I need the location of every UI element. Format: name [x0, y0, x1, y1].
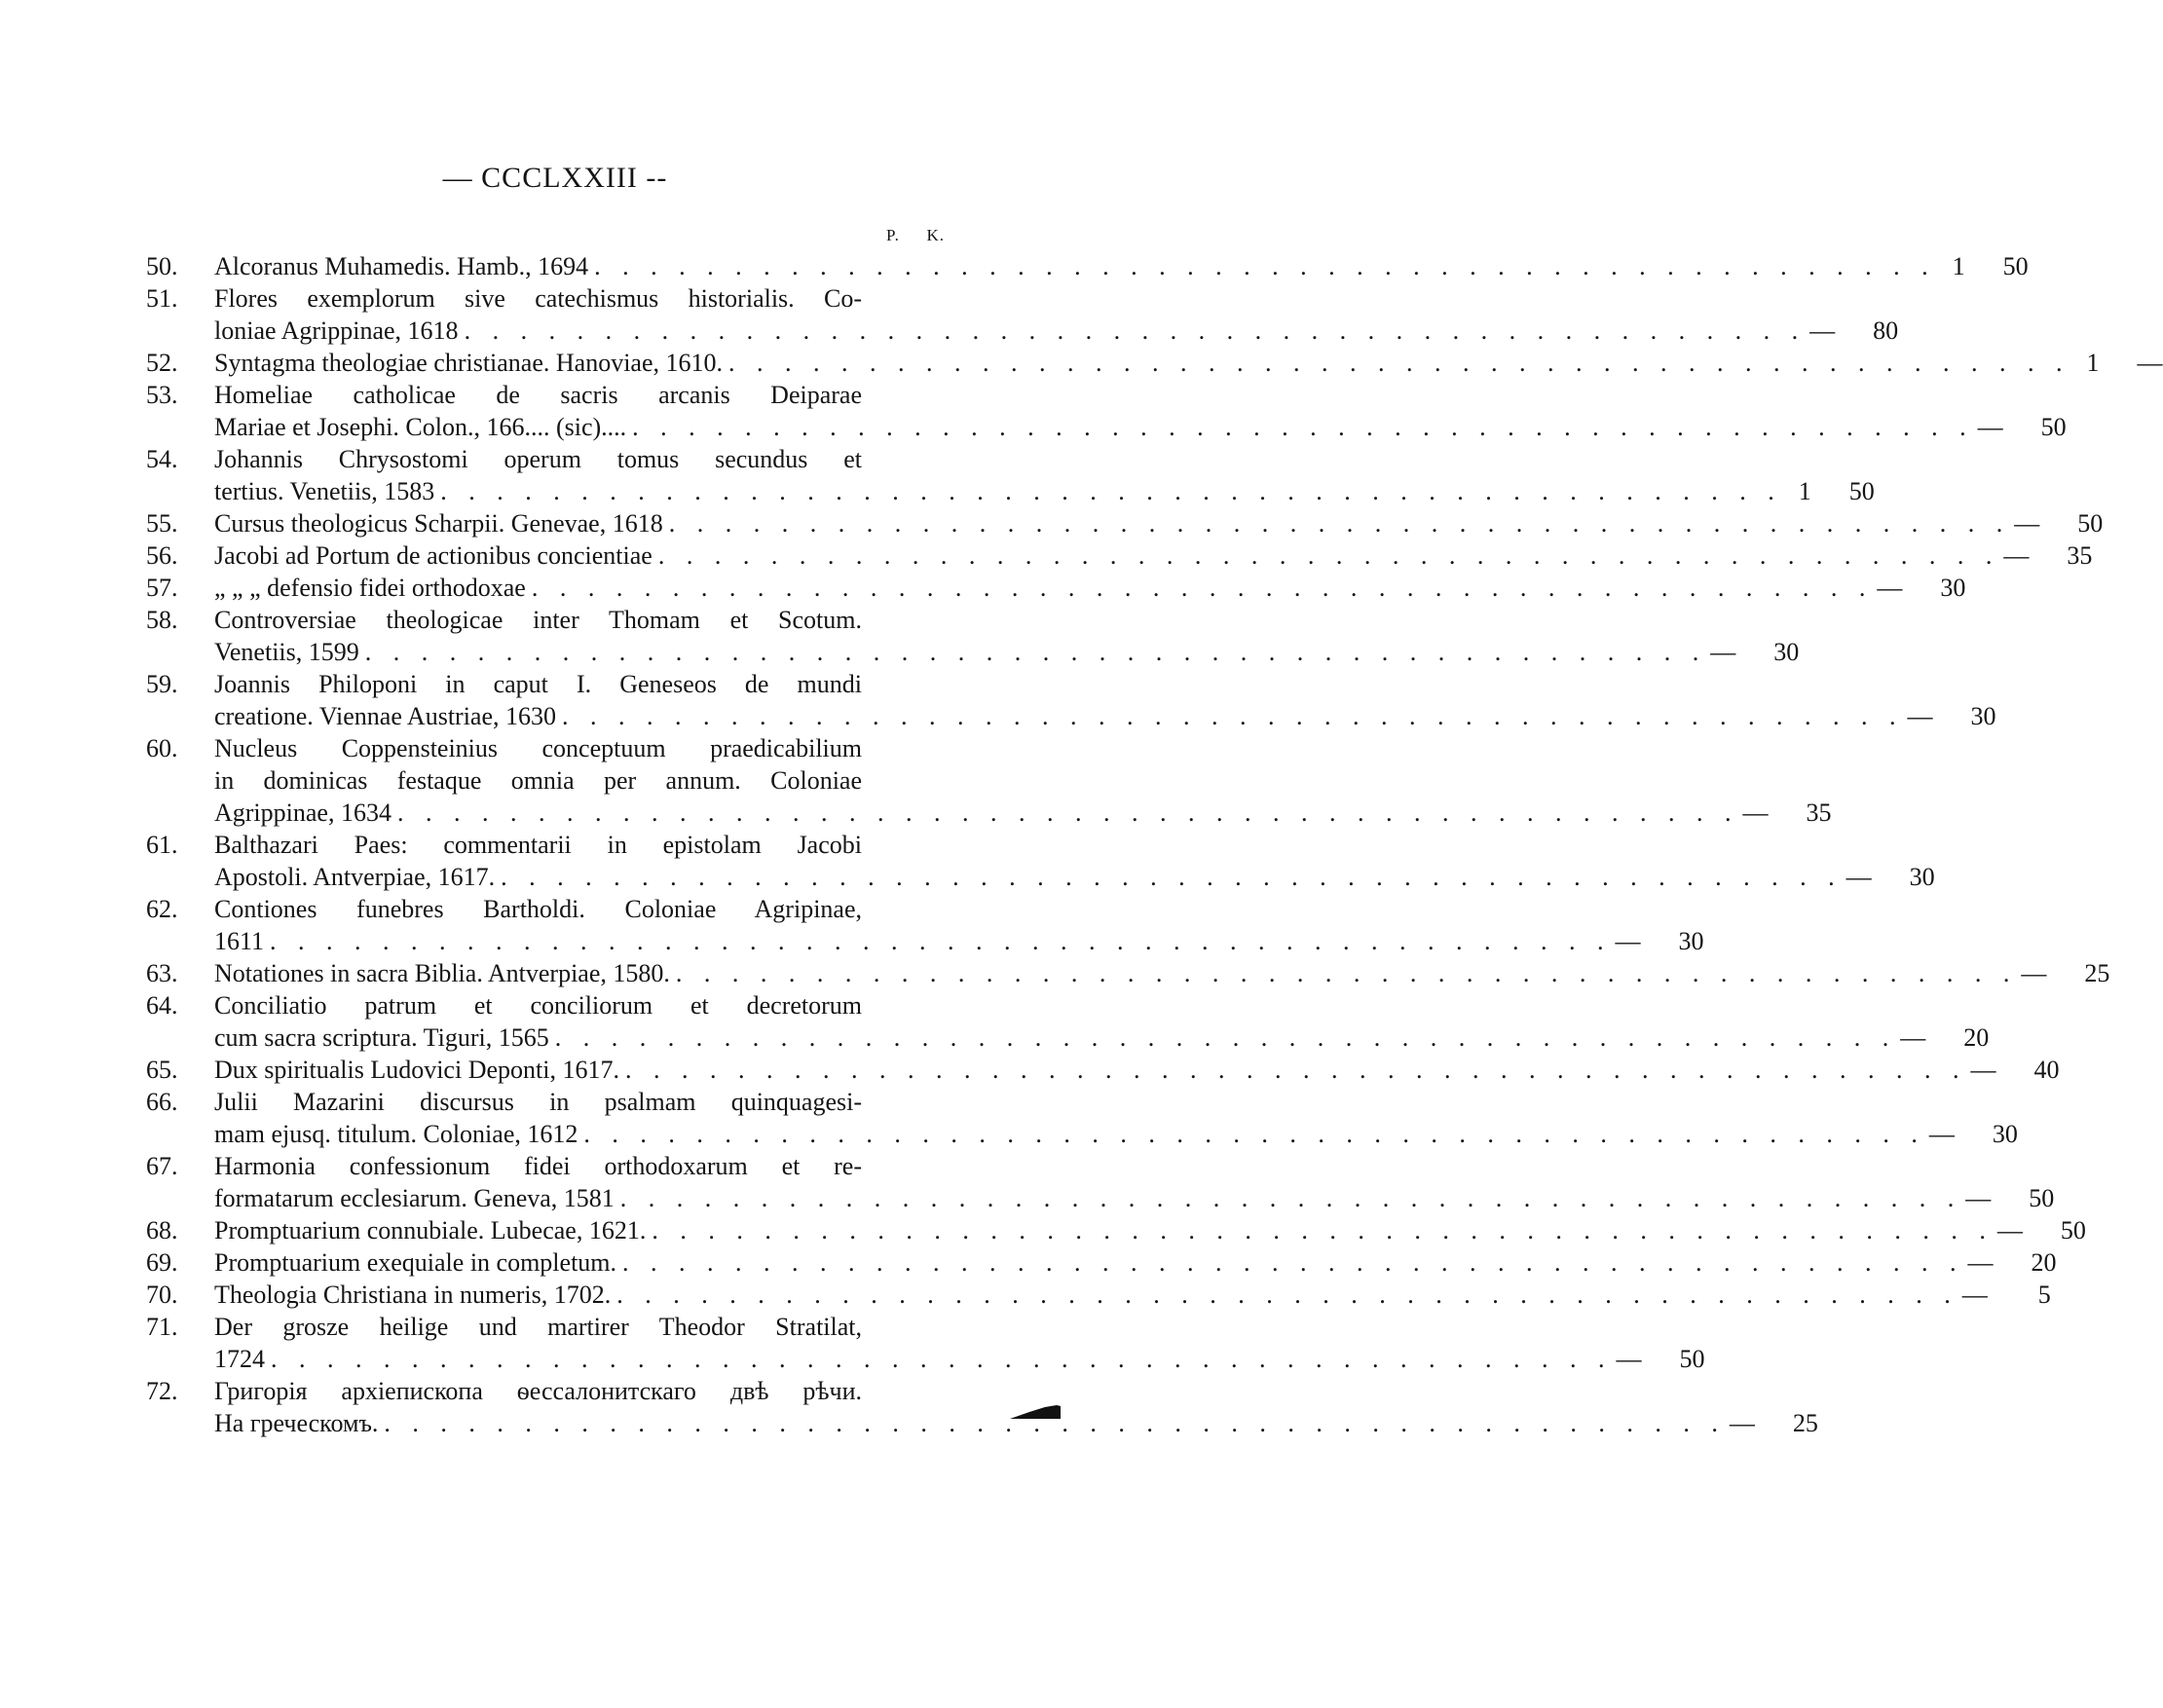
catalog-entry [146, 668, 1996, 732]
entry-number: 66. [146, 1088, 178, 1116]
entry-price [1613, 1343, 1705, 1375]
entry-final-line [214, 411, 2067, 443]
catalog-entry [146, 957, 2110, 989]
catalog-entry [146, 1214, 2086, 1246]
entry-number: 70. [146, 1281, 178, 1309]
dot-leader [434, 475, 1782, 507]
dot-leader [653, 539, 2000, 572]
catalog-entry [146, 282, 1899, 347]
price-kopecks: 40 [2033, 1056, 2060, 1084]
entry-number: 57. [146, 574, 178, 602]
price-rubles: — [1742, 798, 1769, 827]
entry-price [2010, 507, 2103, 539]
entry-number: 71. [146, 1313, 178, 1341]
catalog-entry [146, 347, 2163, 379]
entry-number: 50. [146, 252, 178, 280]
entry-body [214, 893, 1704, 957]
price-kopecks: 80 [1873, 316, 1899, 345]
entry-price [1925, 1118, 2018, 1150]
entry-final-line [214, 925, 1704, 957]
dot-leader [526, 572, 1874, 604]
entry-number: 59. [146, 670, 178, 698]
entry-price [1706, 636, 1799, 668]
price-rubles: — [2021, 959, 2047, 987]
entry-price [1904, 700, 1996, 732]
entry-final-line [214, 347, 2163, 379]
dot-leader [495, 861, 1843, 893]
entry-title-line: creatione. Viennae Austriae, 1630 [214, 702, 556, 730]
entry-price [1974, 411, 2067, 443]
catalog-entry [146, 1054, 2060, 1086]
entry-number: 60. [146, 734, 178, 762]
price-kopecks: 30 [1970, 702, 1996, 730]
entry-title-line: Balthazari Paes: commentarii in epistolam Jacobi [214, 831, 862, 859]
entry-final-line [214, 1343, 1705, 1375]
catalog-entry [146, 1375, 1818, 1439]
entry-title-line: 1724 [214, 1345, 265, 1373]
entry-title-line: Julii Mazarini discursus in psalmam quinquagesi- [214, 1088, 862, 1116]
catalog-entry [146, 1150, 2055, 1214]
entry-title-line: loniae Agrippinae, 1618 [214, 316, 459, 345]
price-rubles: — [1729, 1409, 1755, 1437]
price-kopecks: 20 [1963, 1023, 1990, 1052]
entry-final-line [214, 507, 2103, 539]
price-rubles: — [1970, 1056, 1996, 1084]
entry-price [1964, 1246, 2057, 1279]
entry-final-line [214, 636, 1799, 668]
entry-body [214, 989, 1989, 1054]
entry-body [214, 443, 1875, 507]
price-rubles: 1 [2086, 349, 2100, 377]
price-rubles: — [1615, 927, 1641, 955]
dot-leader [670, 957, 2018, 989]
price-rubles: — [2003, 541, 2030, 570]
entry-body [214, 957, 2109, 989]
dot-leader [723, 347, 2070, 379]
entry-final-line [214, 572, 1965, 604]
entry-price [1936, 250, 2029, 282]
entry-title-line: Григорія архіепископа ѳессалонитскаго двѣ рѣчи. [214, 1377, 862, 1405]
catalog-entry [146, 1086, 2018, 1150]
price-kopecks: 25 [1792, 1409, 1818, 1437]
kopecks-column-label: K. [926, 226, 945, 244]
entry-number: 53. [146, 381, 178, 409]
price-kopecks: 35 [2067, 541, 2093, 570]
entry-title-line: Der grosze heilige und martirer Theodor Stratilat, [214, 1313, 862, 1341]
entry-title-line: formatarum ecclesiarum. Geneva, 1581 [214, 1184, 615, 1212]
entry-final-line [214, 700, 1996, 732]
entry-price [1806, 315, 1898, 347]
entry-price [1738, 797, 1831, 829]
entry-title-line: Mariae et Josephi. Colon., 166.... (sic).... [214, 413, 627, 441]
dot-leader [556, 700, 1904, 732]
price-rubles: — [1928, 1120, 1955, 1148]
catalog-entry [146, 1311, 1705, 1375]
price-rubles: — [1846, 863, 1872, 891]
entry-body [214, 1214, 2086, 1246]
entry-number: 58. [146, 606, 178, 634]
price-kopecks: 30 [1992, 1120, 2018, 1148]
price-rubles: — [1616, 1345, 1642, 1373]
entry-title-line: Joannis Philoponi in caput I. Geneseos de mundi [214, 670, 862, 698]
entry-price [1612, 925, 1704, 957]
entry-price [1958, 1279, 2051, 1311]
dot-leader [359, 636, 1707, 668]
price-rubles: — [2014, 509, 2040, 538]
entry-body [214, 668, 1996, 732]
entry-title-line: На греческомъ. [214, 1409, 379, 1437]
entry-number: 67. [146, 1152, 178, 1180]
entry-final-line [214, 797, 1831, 829]
dot-leader [392, 797, 1739, 829]
entry-title-line: 1611 [214, 927, 265, 955]
dot-leader [616, 1246, 1964, 1279]
entry-final-line [214, 1021, 1989, 1054]
entry-title-line: Promptuarium connubiale. Lubecae, 1621. [214, 1216, 647, 1244]
price-rubles: — [1900, 1023, 1926, 1052]
entry-number: 52. [146, 349, 178, 377]
catalog-entry [146, 1279, 2051, 1311]
entry-title-line: Notationes in sacra Biblia. Antverpiae, 1580. [214, 959, 670, 987]
dot-leader [459, 315, 1807, 347]
entry-price [1994, 1214, 2086, 1246]
price-kopecks: 20 [2031, 1248, 2057, 1277]
entry-body [214, 379, 2067, 443]
entry-title-line: tertius. Venetiis, 1583 [214, 477, 435, 505]
entry-number: 68. [146, 1216, 178, 1244]
entry-title-line: Apostoli. Antverpiae, 1617. [214, 863, 496, 891]
entry-number: 55. [146, 509, 178, 538]
price-rubles: 1 [1798, 477, 1811, 505]
entry-final-line [214, 315, 1898, 347]
catalog-entry [146, 604, 1800, 668]
entry-number: 72. [146, 1377, 178, 1405]
price-kopecks: 50 [2060, 1216, 2086, 1244]
entry-title-line: Cursus theologicus Scharpii. Genevae, 1618 [214, 509, 663, 538]
entry-title-line: in dominicas festaque omnia per annum. Coloniae [214, 766, 862, 795]
entry-body [214, 539, 2092, 572]
dot-leader [549, 1021, 1897, 1054]
dot-leader [663, 507, 2011, 539]
price-rubles: — [1710, 638, 1736, 666]
entry-body [214, 1246, 2057, 1279]
price-kopecks: 25 [2084, 959, 2110, 987]
entry-title-line: mam ejusq. titulum. Coloniae, 1612 [214, 1120, 578, 1148]
entry-number: 61. [146, 831, 178, 859]
price-kopecks: 50 [2029, 1184, 2055, 1212]
entry-final-line [214, 539, 2092, 572]
entry-price [2070, 347, 2163, 379]
entry-price [1999, 539, 2092, 572]
entry-title-line: Jacobi ad Portum de actionibus concientiae [214, 541, 653, 570]
entry-number: 64. [146, 991, 178, 1020]
entry-title-line: Homeliae catholicae de sacris arcanis Deiparae [214, 381, 862, 409]
catalog-entry [146, 893, 1704, 957]
entry-number: 65. [146, 1056, 178, 1084]
entry-title-line: Syntagma theologiae christianae. Hanoviae, 1610. [214, 349, 724, 377]
dot-leader [265, 1343, 1613, 1375]
entry-number: 62. [146, 895, 178, 923]
price-kopecks: 30 [1773, 638, 1800, 666]
entry-price [1966, 1054, 2059, 1086]
entry-title-line: Dux spiritualis Ludovici Deponti, 1617. [214, 1056, 619, 1084]
entry-title-line: Venetiis, 1599 [214, 638, 359, 666]
dot-leader [588, 250, 1936, 282]
catalog-entry [146, 989, 1990, 1054]
entry-body [214, 250, 2029, 282]
catalog-entry [146, 507, 2104, 539]
entry-body [214, 1054, 2059, 1086]
dot-leader [646, 1214, 1994, 1246]
page-header: — CCCLXXIII -- [442, 162, 668, 194]
entry-title-line: Johannis Chrysostomi operum tomus secundus et [214, 445, 862, 473]
catalog-entry [146, 443, 1875, 507]
price-rubles: — [1996, 1216, 2023, 1244]
price-kopecks: 50 [2002, 252, 2029, 280]
entry-final-line [214, 1118, 2018, 1150]
entry-final-line [214, 1214, 2086, 1246]
entry-title-line: Agrippinae, 1634 [214, 798, 392, 827]
price-kopecks: 50 [1848, 477, 1875, 505]
entry-final-line [214, 250, 2029, 282]
price-kopecks: — [2137, 349, 2163, 377]
entry-title-line: Contiones funebres Bartholdi. Coloniae Agripinae, [214, 895, 862, 923]
price-kopecks: 35 [1806, 798, 1832, 827]
dot-leader [578, 1118, 1925, 1150]
entry-final-line [214, 957, 2109, 989]
entry-title-line: „ „ „ defensio fidei orthodoxae [214, 574, 526, 602]
entry-title-line: cum sacra scriptura. Tiguri, 1565 [214, 1023, 549, 1052]
price-rubles: — [1967, 1248, 1994, 1277]
entry-price [1873, 572, 1965, 604]
entry-final-line [214, 1182, 2054, 1214]
entry-body [214, 282, 1898, 347]
catalog-entry [146, 1246, 2057, 1279]
price-kopecks: 30 [1940, 574, 1966, 602]
entry-price [1726, 1407, 1818, 1439]
catalog-entries [146, 250, 2163, 1439]
catalog-entry [146, 250, 2029, 282]
entry-number: 63. [146, 959, 178, 987]
entry-title-line: Promptuarium exequiale in completum. [214, 1248, 617, 1277]
catalog-entry [146, 732, 1832, 829]
entry-title-line: Flores exemplorum sive catechismus historialis. Co- [214, 284, 862, 313]
entry-body [214, 572, 1965, 604]
price-rubles: — [1965, 1184, 1992, 1212]
price-rubles: — [1961, 1281, 1988, 1309]
catalog-entry [146, 539, 2093, 572]
entry-body [214, 829, 1935, 893]
price-kopecks: 30 [1909, 863, 1935, 891]
entry-body [214, 507, 2103, 539]
entry-final-line [214, 1246, 2057, 1279]
entry-title-line: Conciliatio patrum et conciliorum et decretorum [214, 991, 862, 1020]
entry-body [214, 1150, 2054, 1214]
entry-title-line: Controversiae theologicae inter Thomam et Scotum. [214, 606, 862, 634]
entry-price [2017, 957, 2109, 989]
entry-body [214, 347, 2163, 379]
price-kopecks: 30 [1678, 927, 1704, 955]
dot-leader [264, 925, 1612, 957]
catalog-entry [146, 379, 2067, 443]
entry-number: 69. [146, 1248, 178, 1277]
catalog-entry [146, 829, 1935, 893]
price-rubles: — [1977, 413, 2003, 441]
entry-body [214, 604, 1799, 668]
entry-final-line [214, 1054, 2059, 1086]
dot-leader [626, 411, 1974, 443]
entry-body [214, 732, 1831, 829]
price-kopecks: 50 [2077, 509, 2104, 538]
entry-price [1896, 1021, 1989, 1054]
entry-title-line: Alcoranus Muhamedis. Hamb., 1694 [214, 252, 589, 280]
ink-blot-mark [1008, 1403, 1063, 1421]
entry-body [214, 1086, 2018, 1150]
price-column-header [886, 226, 945, 245]
entry-final-line [214, 1279, 2051, 1311]
dot-leader [619, 1054, 1967, 1086]
price-kopecks: 5 [2037, 1281, 2051, 1309]
entry-title-line: Theologia Christiana in numeris, 1702. [214, 1281, 612, 1309]
entry-price [1843, 861, 1935, 893]
dot-leader [611, 1279, 1958, 1311]
price-rubles: 1 [1952, 252, 1965, 280]
price-kopecks: 50 [2040, 413, 2067, 441]
price-rubles: — [1877, 574, 1903, 602]
entry-title-line: Harmonia confessionum fidei orthodoxarum et re- [214, 1152, 862, 1180]
price-kopecks: 50 [1679, 1345, 1705, 1373]
entry-final-line [214, 861, 1935, 893]
price-rubles: — [1809, 316, 1836, 345]
rubles-column-label: P. [886, 226, 900, 244]
entry-title-line: Nucleus Coppensteinius conceptuum praedicabilium [214, 734, 862, 762]
entry-price [1961, 1182, 2054, 1214]
entry-body [214, 1311, 1705, 1375]
dot-leader [615, 1182, 1962, 1214]
entry-price [1782, 475, 1875, 507]
entry-number: 54. [146, 445, 178, 473]
entry-number: 51. [146, 284, 178, 313]
entry-number: 56. [146, 541, 178, 570]
catalog-entry [146, 572, 1966, 604]
entry-body [214, 1279, 2051, 1311]
entry-final-line [214, 475, 1875, 507]
price-rubles: — [1907, 702, 1933, 730]
